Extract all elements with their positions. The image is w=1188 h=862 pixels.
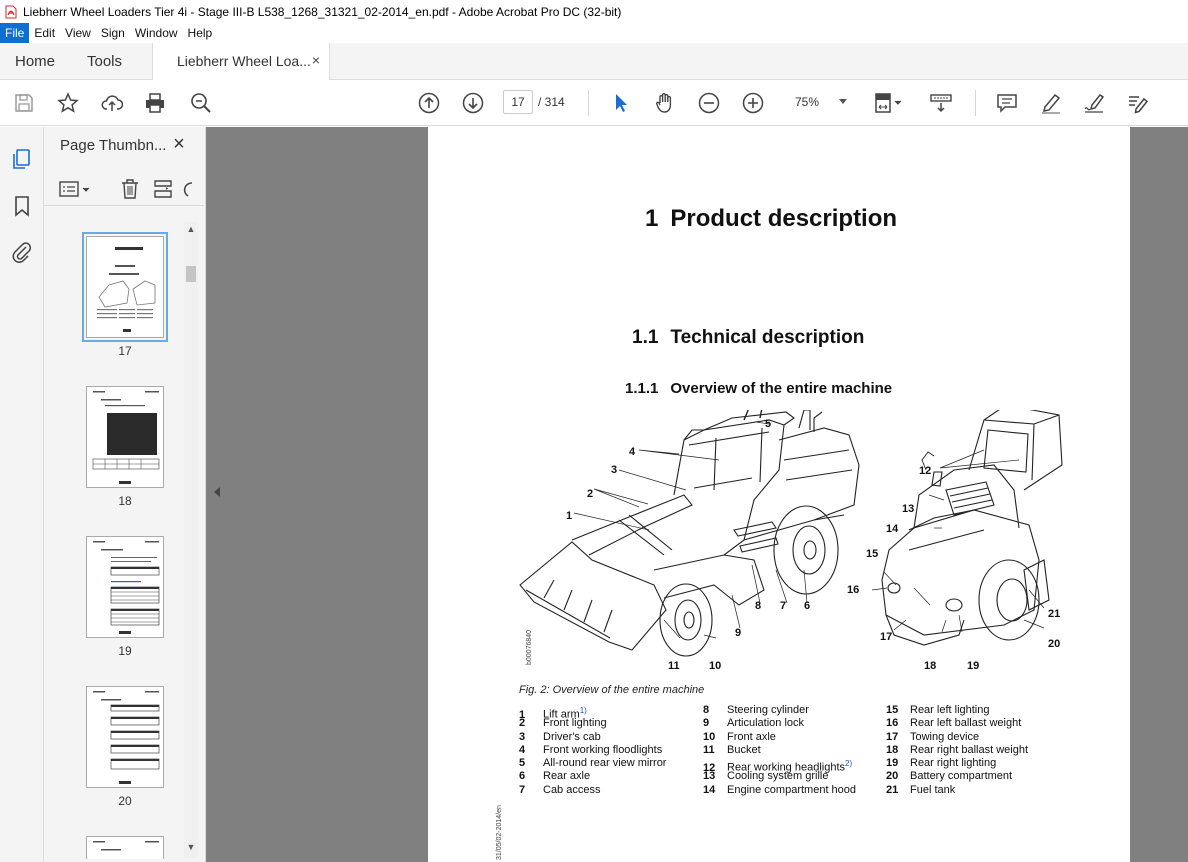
legend-label: Rear left ballast weight — [910, 717, 1022, 730]
legend-item — [519, 784, 666, 797]
highlight-pen-icon[interactable] — [1039, 91, 1063, 115]
legend-label: All-round rear view mirror — [543, 757, 667, 770]
legend-item — [519, 704, 666, 721]
legend-number: 20 — [886, 770, 899, 783]
close-tab-icon[interactable]: × — [311, 52, 321, 68]
legend-item — [886, 757, 1028, 770]
legend-label: Steering cylinder — [727, 704, 809, 716]
bookmark-star-icon[interactable] — [56, 91, 80, 115]
callout-8: 8 — [755, 600, 762, 612]
thumbnail-page-19[interactable] — [86, 536, 164, 638]
figure-id: b00076840 — [526, 629, 533, 665]
scroll-down-icon[interactable]: ▼ — [186, 842, 196, 852]
rotate-icon[interactable] — [182, 178, 196, 200]
callout-13: 13 — [902, 503, 915, 515]
section-number: 1.1 — [632, 327, 659, 348]
legend-item — [519, 731, 666, 744]
footnote-link[interactable]: 2) — [845, 759, 853, 769]
legend-number: 3 — [519, 730, 526, 743]
legend-number: 13 — [703, 770, 716, 783]
menu-view[interactable]: View — [65, 26, 91, 40]
legend-label: Front working floodlights — [543, 743, 663, 756]
print-icon[interactable] — [143, 91, 167, 115]
legend-label: Rear right lighting — [910, 757, 997, 770]
legend-column-3 — [886, 704, 1028, 797]
legend-label: Engine compartment hood — [727, 783, 857, 796]
find-zoom-icon[interactable] — [189, 91, 213, 115]
legend-label: Rear left lighting — [910, 704, 990, 716]
legend-item — [519, 757, 666, 770]
document-viewport — [206, 127, 1188, 862]
legend-label: Rear working headlights — [727, 761, 846, 774]
comment-icon[interactable] — [995, 91, 1019, 115]
panel-title: Page Thumbn... — [60, 137, 167, 154]
chevron-down-icon — [839, 99, 847, 104]
tab-bar — [0, 43, 1188, 80]
chapter-title: Product description — [670, 205, 898, 232]
thumbnail-page-20[interactable] — [86, 686, 164, 788]
options-menu-icon[interactable] — [58, 178, 94, 200]
legend-number: 14 — [703, 783, 716, 796]
chapter-number: 1 — [645, 205, 659, 232]
cloud-upload-icon[interactable] — [100, 91, 124, 115]
legend-number: 19 — [886, 757, 899, 770]
menu-help[interactable]: Help — [187, 26, 213, 40]
toolbar-divider — [975, 90, 976, 116]
legend-number: 11 — [703, 743, 715, 756]
thumbnail-scrollbar[interactable] — [184, 222, 198, 858]
legend-label: Cooling system grille — [727, 770, 829, 783]
callout-2: 2 — [587, 488, 594, 500]
thumbnail-label-20: 20 — [118, 794, 132, 808]
callout-20: 20 — [1048, 638, 1061, 650]
legend-item — [886, 784, 1028, 797]
thumbnail-page-17[interactable] — [86, 236, 164, 338]
callout-17: 17 — [880, 631, 893, 643]
legend-number: 1 — [519, 708, 526, 721]
tab-document[interactable] — [152, 43, 330, 81]
scroll-up-icon[interactable]: ▲ — [186, 224, 196, 234]
thumbnail-toolbar — [44, 172, 204, 206]
legend-column-1 — [519, 704, 666, 797]
legend-number: 17 — [886, 730, 899, 743]
legend-item — [519, 770, 666, 783]
legend-item — [886, 744, 1028, 757]
legend-label: Fuel tank — [910, 783, 956, 796]
callout-16: 16 — [847, 584, 860, 596]
legend-item — [703, 784, 856, 797]
legend-label: Battery compartment — [910, 770, 1013, 783]
attachment-icon[interactable] — [10, 240, 34, 264]
zoom-out-icon[interactable] — [697, 91, 721, 115]
legend-item — [886, 717, 1028, 730]
callout-10: 10 — [709, 660, 722, 672]
wheel-loader-illustration — [514, 410, 1064, 685]
callout-6: 6 — [804, 600, 811, 612]
select-cursor-icon[interactable] — [609, 91, 633, 115]
section-heading — [632, 327, 864, 349]
extract-pages-icon[interactable] — [152, 178, 174, 200]
page-fit-icon[interactable] — [873, 91, 903, 115]
legend-item — [703, 704, 856, 717]
legend-number: 7 — [519, 783, 526, 796]
window-title: Liebherr Wheel Loaders Tier 4i - Stage III-B L538_1268_31321_02-2014_en.pdf - Adobe Acrobat Pro DC (32-bit) — [23, 4, 622, 19]
legend-number: 9 — [703, 717, 710, 730]
callout-3: 3 — [611, 464, 618, 476]
title-bar — [0, 0, 1188, 23]
legend-number: 8 — [703, 704, 710, 716]
legend-number: 10 — [703, 730, 716, 743]
toolbar-divider — [588, 90, 589, 116]
legend-label: Lift arm — [543, 708, 580, 721]
callout-19: 19 — [967, 660, 980, 672]
legend-label: Articulation lock — [727, 717, 805, 730]
legend-item — [703, 757, 856, 774]
callout-4: 4 — [629, 446, 636, 458]
figure-caption: Fig. 2: Overview of the entire machine — [519, 684, 705, 696]
close-panel-icon[interactable]: × — [173, 133, 185, 155]
callout-21: 21 — [1048, 608, 1061, 620]
thumbnail-panel — [44, 127, 206, 862]
legend-item — [703, 717, 856, 730]
legend-label: Rear right ballast weight — [910, 743, 1029, 756]
document-gutter — [1130, 127, 1188, 862]
callout-12: 12 — [919, 465, 932, 477]
callout-15: 15 — [866, 548, 879, 560]
section-title: Technical description — [670, 327, 865, 348]
legend-item — [703, 731, 856, 744]
callout-14: 14 — [886, 523, 899, 535]
zoom-in-icon[interactable] — [741, 91, 765, 115]
legend-number: 18 — [886, 743, 899, 756]
menu-file[interactable]: File — [0, 23, 29, 43]
legend-number: 6 — [519, 770, 526, 783]
scroll-thumb[interactable] — [186, 266, 196, 282]
save-icon[interactable] — [12, 91, 36, 115]
pdf-page — [428, 127, 1130, 862]
subsection-number: 1.1.1 — [625, 380, 659, 397]
scroll-mode-icon[interactable] — [929, 91, 953, 115]
legend-label: Driver's cab — [543, 730, 601, 743]
tab-tools[interactable]: Tools — [87, 53, 123, 70]
next-page-icon[interactable] — [461, 91, 485, 115]
toolbar — [0, 80, 1188, 126]
callout-5: 5 — [765, 418, 772, 430]
legend-number: 5 — [519, 757, 526, 770]
legend-label: Rear axle — [543, 770, 591, 783]
hand-tool-icon[interactable] — [653, 91, 677, 115]
menu-sign[interactable]: Sign — [100, 26, 125, 40]
menu-edit[interactable]: Edit — [34, 26, 56, 40]
legend-number: 12 — [703, 761, 716, 774]
navigation-rail — [0, 127, 44, 862]
legend-item — [886, 731, 1028, 744]
thumbnail-list — [44, 219, 186, 859]
draw-sign-icon[interactable] — [1082, 91, 1106, 115]
callout-11: 11 — [668, 660, 680, 672]
legend-item — [703, 744, 856, 757]
legend-number: 2 — [519, 717, 526, 730]
delete-icon[interactable] — [119, 178, 141, 200]
subsection-title: Overview of the entire machine — [670, 380, 893, 397]
legend-number: 4 — [519, 743, 526, 756]
callout-7: 7 — [780, 600, 787, 612]
legend-item — [519, 717, 666, 730]
legend-label: Bucket — [727, 743, 761, 756]
callout-1: 1 — [566, 510, 573, 522]
zoom-dropdown[interactable] — [783, 90, 855, 114]
thumbnail-label-17: 17 — [118, 344, 132, 358]
legend-column-2 — [703, 704, 856, 797]
document-tab-label: Liebherr Wheel Loa... — [177, 53, 311, 69]
legend-label: Cab access — [543, 783, 601, 796]
zoom-value: 75% — [795, 95, 820, 109]
legend-item — [886, 704, 1028, 717]
page-number-input[interactable]: 17 — [503, 90, 533, 114]
thumbnail-page-18[interactable] — [86, 386, 164, 488]
thumbnail-page-21[interactable] — [86, 836, 164, 859]
legend-label: Front lighting — [543, 717, 607, 730]
legend-label: Towing device — [910, 730, 980, 743]
subsection-heading — [625, 380, 892, 397]
legend-label: Front axle — [727, 730, 776, 743]
thumbnail-label-18: 18 — [118, 494, 132, 508]
page-total: / 314 — [538, 95, 565, 109]
document-reference: 31/05/02-2014/en — [496, 805, 503, 860]
collapse-panel-icon[interactable] — [214, 487, 220, 497]
footnote-link[interactable]: 1) — [579, 706, 587, 715]
chapter-heading — [645, 205, 897, 233]
menu-window[interactable]: Window — [134, 26, 178, 40]
bookmark-icon[interactable] — [10, 194, 34, 218]
legend-item — [886, 770, 1028, 783]
edit-tools-icon[interactable] — [1126, 91, 1150, 115]
legend-number: 21 — [886, 783, 899, 796]
legend-number: 15 — [886, 704, 899, 716]
callout-18: 18 — [924, 660, 937, 672]
callout-9: 9 — [735, 627, 742, 639]
thumbnail-label-19: 19 — [118, 644, 132, 658]
menu-bar — [0, 23, 1188, 43]
acrobat-logo-icon — [5, 5, 17, 19]
previous-page-icon[interactable] — [417, 91, 441, 115]
tab-home[interactable]: Home — [15, 53, 56, 70]
legend-item — [519, 744, 666, 757]
page-thumbnails-icon[interactable] — [10, 147, 34, 171]
legend-number: 16 — [886, 717, 899, 730]
